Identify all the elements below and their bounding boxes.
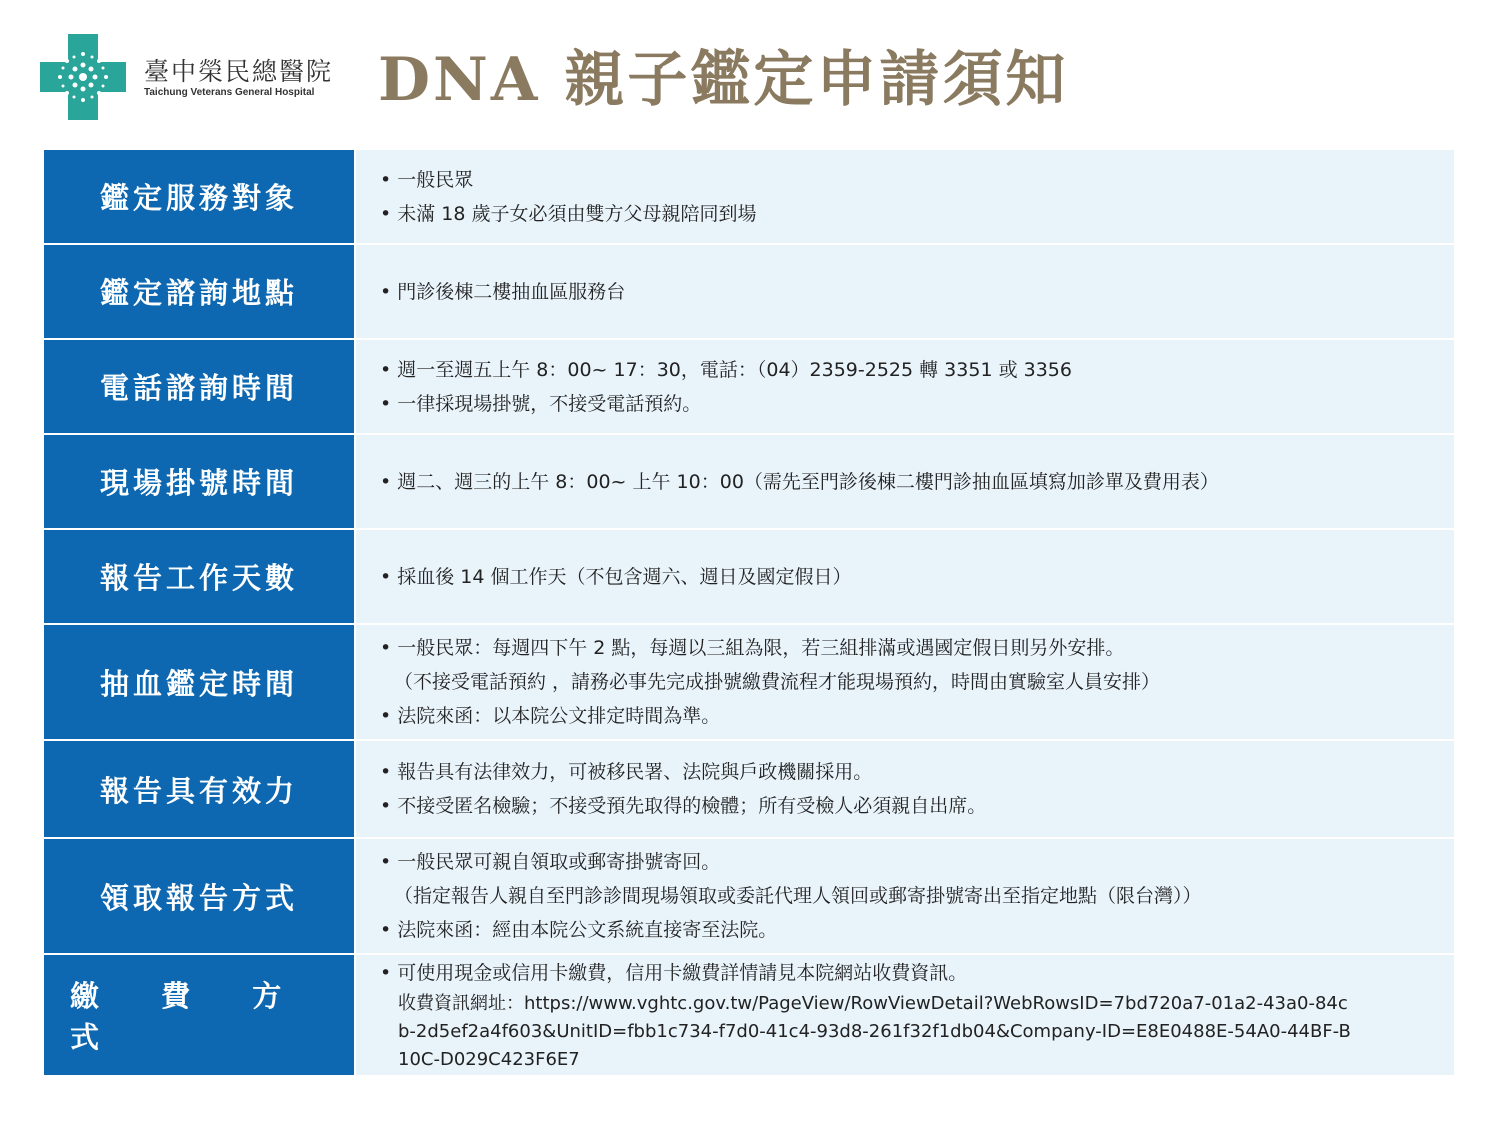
content-line: • 一律採現場掛號，不接受電話預約。 bbox=[380, 392, 702, 415]
row-label: 報告工作天數 bbox=[44, 530, 354, 623]
content-line: （不接受電話預約 ，請務必事先完成掛號繳費流程才能現場預約，時間由實驗室人員安排） bbox=[394, 671, 1161, 693]
table-row bbox=[44, 435, 1454, 530]
hospital-name-zh: 臺中榮民總醫院 bbox=[144, 57, 334, 86]
content-line: • 週一至週五上午 8：00~ 17：30，電話：（04）2359-2525 轉 3351 或 3356 bbox=[380, 358, 1072, 381]
table-row bbox=[44, 340, 1454, 435]
row-content bbox=[356, 955, 1454, 1075]
row-label: 抽血鑑定時間 bbox=[44, 625, 354, 739]
row-label: 鑑定諮詢地點 bbox=[44, 245, 354, 338]
row-content bbox=[356, 839, 1454, 953]
row-label: 領取報告方式 bbox=[44, 839, 354, 953]
table-row bbox=[44, 150, 1454, 245]
hospital-cross-logo-icon bbox=[40, 34, 126, 120]
content-line: • 不接受匿名檢驗；不接受預先取得的檢體；所有受檢人必須親自出席。 bbox=[380, 795, 987, 817]
table-row bbox=[44, 625, 1454, 741]
content-line: • 門診後棟二樓抽血區服務台 bbox=[380, 280, 626, 303]
row-label: 鑑定服務對象 bbox=[44, 150, 354, 243]
content-line: • 報告具有法律效力，可被移民署、法院與戶政機關採用。 bbox=[380, 761, 873, 783]
content-line: • 週二、週三的上午 8：00~ 上午 10：00（需先至門診後棟二樓門診抽血區填寫加診單及費用表） bbox=[380, 470, 1219, 493]
content-line: • 法院來函：經由本院公文系統直接寄至法院。 bbox=[380, 919, 778, 941]
fee-info-url: 收費資訊網址：https://www.vghtc.gov.tw/PageView/RowViewDetail?WebRowsID=7bd720a7-01a2-43a0-84cb-2d5ef2a4f603&UnitID=fbb1c734-f7d0-41c4-93d8-261f32f1db04&Company-ID=E8E0488E-54A0-44BF-B10C-D029C423F6E7 bbox=[398, 993, 1351, 1070]
row-label: 報告具有效力 bbox=[44, 741, 354, 837]
content-line: • 採血後 14 個工作天（不包含週六、週日及國定假日） bbox=[380, 565, 852, 588]
table-row bbox=[44, 530, 1454, 625]
row-content bbox=[356, 150, 1454, 243]
content-line: • 未滿 18 歲子女必須由雙方父母親陪同到場 bbox=[380, 202, 757, 225]
row-content bbox=[356, 340, 1454, 433]
content-line: • 一般民眾：每週四下午 2 點，每週以三組為限，若三組排滿或遇國定假日則另外安排。 bbox=[380, 637, 1125, 659]
row-label: 繳 費 方 式 bbox=[44, 955, 354, 1075]
content-line: • 一般民眾 bbox=[380, 168, 474, 191]
content-line: • 可使用現金或信用卡繳費，信用卡繳費詳情請見本院網站收費資訊。 bbox=[380, 962, 968, 984]
table-row bbox=[44, 245, 1454, 340]
content-line: （指定報告人親自至門診診間現場領取或委託代理人領回或郵寄掛號寄出至指定地點（限台灣）） bbox=[394, 885, 1202, 907]
row-content bbox=[356, 530, 1454, 623]
row-content bbox=[356, 435, 1454, 528]
table-row bbox=[44, 839, 1454, 955]
row-content bbox=[356, 741, 1454, 837]
content-line: • 法院來函：以本院公文排定時間為準。 bbox=[380, 705, 721, 727]
row-label: 現場掛號時間 bbox=[44, 435, 354, 528]
row-content bbox=[356, 625, 1454, 739]
row-content bbox=[356, 245, 1454, 338]
info-table bbox=[44, 150, 1454, 1077]
table-row bbox=[44, 955, 1454, 1077]
content-line: • 一般民眾可親自領取或郵寄掛號寄回。 bbox=[380, 851, 721, 873]
row-label: 電話諮詢時間 bbox=[44, 340, 354, 433]
hospital-name-en: Taichung Veterans General Hospital bbox=[144, 87, 315, 98]
page-title: DNA 親子鑑定申請須知 bbox=[378, 45, 1069, 115]
table-row bbox=[44, 741, 1454, 839]
